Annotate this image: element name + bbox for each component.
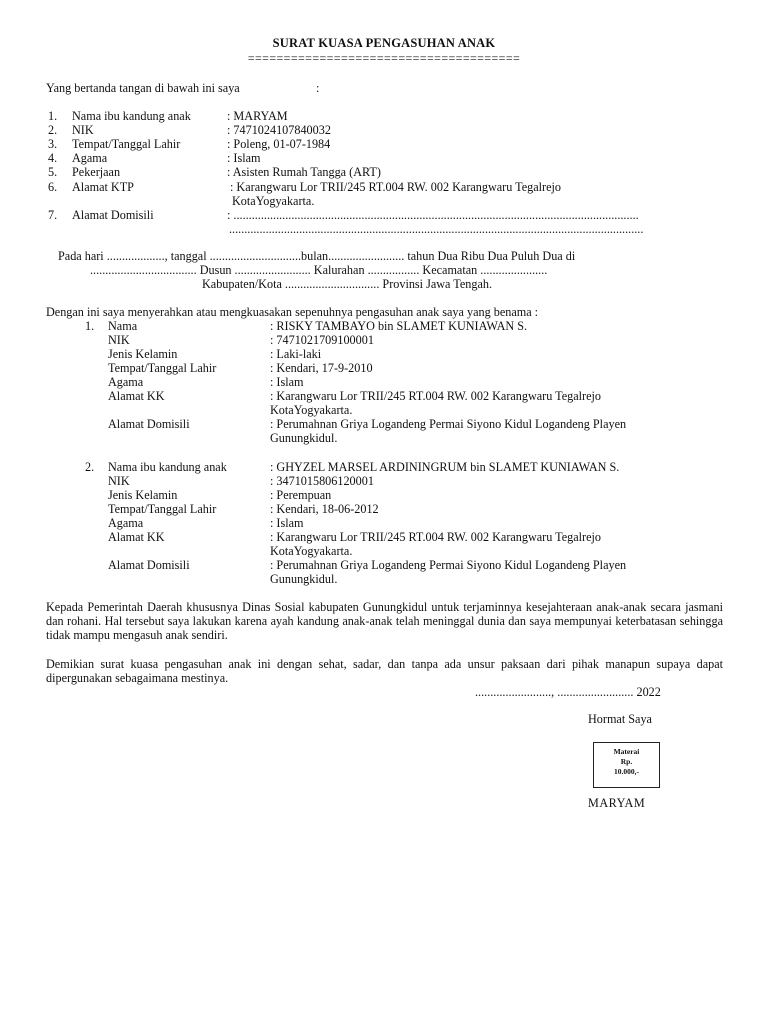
child-label: Alamat KK [108, 530, 165, 544]
mother-value: : MARYAM [227, 109, 288, 123]
mother-num: 1. [48, 109, 58, 123]
mother-label: Agama [72, 151, 108, 165]
mother-num: 2. [48, 123, 58, 137]
closing-text: Hormat Saya [588, 712, 652, 726]
child-value: : GHYZEL MARSEL ARDININGRUM bin SLAMET KUNIAWAN S. [270, 460, 620, 474]
child-value: : Karangwaru Lor TRII/245 RT.004 RW. 002 Karangwaru Tegalrejo [270, 530, 602, 544]
child-label: Agama [108, 516, 144, 530]
child-value-cont: KotaYogyakarta. [270, 544, 353, 558]
mother-label: Alamat KTP [72, 180, 134, 194]
mother-num: 7. [48, 208, 58, 222]
mother-label: Alamat Domisili [72, 208, 154, 222]
mother-value: : Karangwaru Lor TRII/245 RT.004 RW. 002 Karangwaru Tegalrejo [230, 180, 562, 194]
child-value: : Karangwaru Lor TRII/245 RT.004 RW. 002 Karangwaru Tegalrejo [270, 389, 602, 403]
paragraph-statement: Demikian surat kuasa pengasuhan anak ini dengan sehat, sadar, dan tanpa ada unsur paksaan dari pihak manapun supaya dapat dipergunakan sebagaimana mestinya. [46, 657, 723, 685]
mother-value: : ..................................................................................................................................... [227, 208, 639, 222]
mother-label: Pekerjaan [72, 165, 121, 179]
child-label: Nama [108, 319, 138, 333]
document-title: SURAT KUASA PENGASUHAN ANAK [272, 36, 496, 50]
mother-num: 3. [48, 137, 58, 151]
child-label: Alamat KK [108, 389, 165, 403]
child-value-cont: Gunungkidul. [270, 431, 338, 445]
child-num: 1. [85, 319, 95, 333]
handover-text: Dengan ini saya menyerahkan atau mengkuasakan sepenuhnya pengasuhan anak saya yang benama : [46, 305, 539, 319]
mother-label: Nama ibu kandung anak [72, 109, 191, 123]
mother-value: : Poleng, 01-07-1984 [227, 137, 331, 151]
paragraph-purpose: Kepada Pemerintah Daerah khususnya Dinas Sosial kabupaten Gunungkidul untuk terjaminnya kesejahteraan anak-anak secara jasmani dan rohani. Hal tersebut saya lakukan karena ayah kandung anak-anak telah meninggal dunia dan saya mempunyai keterbatasan sehingga tidak mampu mengasuh anak sendiri. [46, 600, 723, 642]
place-line: ................................... Dusun ......................... Kalurahan ................. Kecamatan ...................... [90, 263, 548, 277]
mother-value: : Islam [227, 151, 261, 165]
mother-value-cont: ........................................................................................................................................ [229, 222, 644, 236]
child-label: Tempat/Tanggal Lahir [108, 502, 217, 516]
child-label: Jenis Kelamin [108, 347, 178, 361]
child-label: Agama [108, 375, 144, 389]
stamp-line: Materai [613, 747, 640, 756]
child-value: : Perumahnan Griya Logandeng Permai Siyono Kidul Logandeng Playen [270, 417, 627, 431]
child-label: Alamat Domisili [108, 558, 190, 572]
child-value: : RISKY TAMBAYO bin SLAMET KUNIAWAN S. [270, 319, 528, 333]
mother-label: Tempat/Tanggal Lahir [72, 137, 181, 151]
child-label: NIK [108, 333, 130, 347]
child-value: : Kendari, 18-06-2012 [270, 502, 379, 516]
child-value: : Islam [270, 375, 304, 389]
title-underline: ====================================== [247, 51, 521, 65]
child-value: : Perumahnan Griya Logandeng Permai Siyono Kidul Logandeng Playen [270, 558, 627, 572]
intro-text: Yang bertanda tangan di bawah ini saya [46, 81, 240, 95]
mother-value: : Asisten Rumah Tangga (ART) [227, 165, 381, 179]
stamp-line: Rp. [620, 757, 633, 766]
place-line: Kabupaten/Kota ............................... Provinsi Jawa Tengah. [202, 277, 493, 291]
child-label: Nama ibu kandung anak [108, 460, 227, 474]
mother-num: 5. [48, 165, 58, 179]
mother-num: 6. [48, 180, 58, 194]
child-label: Jenis Kelamin [108, 488, 178, 502]
child-value-cont: Gunungkidul. [270, 572, 338, 586]
child-value: : Perempuan [270, 488, 332, 502]
child-label: Alamat Domisili [108, 417, 190, 431]
child-value: : 3471015806120001 [270, 474, 374, 488]
mother-num: 4. [48, 151, 58, 165]
materai-stamp [593, 742, 660, 788]
mother-value-cont: KotaYogyakarta. [232, 194, 315, 208]
child-value: : Laki-laki [270, 347, 322, 361]
mother-label: NIK [72, 123, 94, 137]
signer-name: MARYAM [588, 796, 646, 810]
child-value-cont: KotaYogyakarta. [270, 403, 353, 417]
intro-colon: : [316, 81, 320, 95]
child-value: : Kendari, 17-9-2010 [270, 361, 373, 375]
stamp-line: 10.000,- [614, 767, 639, 776]
child-label: Tempat/Tanggal Lahir [108, 361, 217, 375]
date-line: ........................., ......................... 2022 [475, 685, 661, 699]
child-value: : 7471021709100001 [270, 333, 374, 347]
child-num: 2. [85, 460, 95, 474]
mother-value: : 7471024107840032 [227, 123, 331, 137]
child-label: NIK [108, 474, 130, 488]
place-line: Pada hari ..................., tanggal ..............................bulan......................... tahun Dua Ribu Dua Puluh Dua di [58, 249, 576, 263]
child-value: : Islam [270, 516, 304, 530]
